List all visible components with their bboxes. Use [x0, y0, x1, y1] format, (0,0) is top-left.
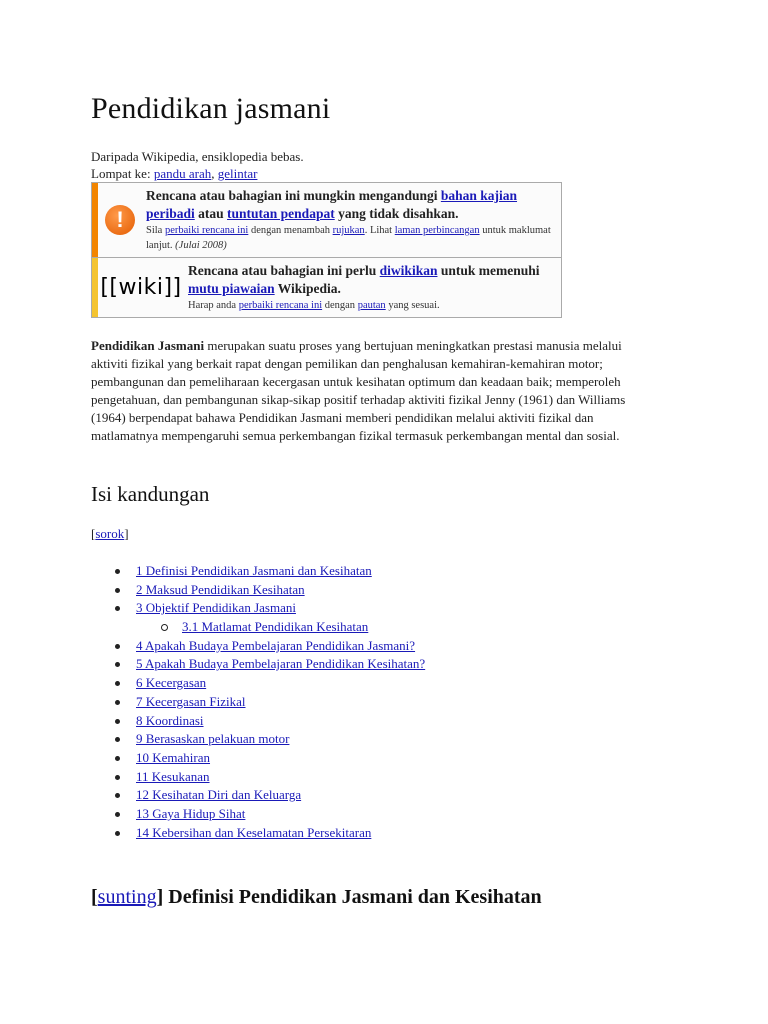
quality-standard-link[interactable]: mutu piawaian — [188, 281, 275, 296]
notice-detail: Sila — [146, 225, 165, 236]
toc-item — [91, 674, 425, 693]
jump-search-link[interactable]: gelintar — [217, 166, 258, 181]
section-title: Definisi Pendidikan Jasmani dan Kesihatan — [163, 886, 542, 908]
toc-link[interactable]: 5 Apakah Budaya Pembelajaran Pendidikan Kesihatan? — [136, 656, 426, 672]
notice-date: (Julai 2008) — [175, 240, 227, 251]
toc-item — [91, 824, 425, 843]
page-title: Pendidikan jasmani — [91, 92, 331, 125]
notice-detail: untuk maklumat lanjut. — [146, 225, 551, 251]
wikify-link[interactable]: diwikikan — [379, 263, 438, 278]
toc-item — [91, 618, 425, 637]
toc-item — [91, 637, 425, 656]
toc-link[interactable]: 10 Kemahiran — [136, 749, 211, 765]
section-heading: [sunting] Definisi Pendidikan Jasmani dan Kesihatan — [91, 886, 542, 908]
notice-text: Rencana atau bahagian ini perlu — [188, 263, 380, 278]
toc-link[interactable]: 3.1 Matlamat Pendidikan Kesihatan — [182, 619, 369, 635]
site-subtitle: Daripada Wikipedia, ensiklopedia bebas. — [91, 149, 304, 164]
toc-item — [91, 749, 425, 768]
toc-item — [91, 562, 425, 581]
original-research-link[interactable]: bahan kajian peribadi — [146, 188, 518, 221]
jump-label: Lompat ke: — [91, 166, 154, 181]
notice-text: Wikipedia. — [274, 281, 341, 296]
toc-link[interactable]: 8 Koordinasi — [136, 712, 204, 728]
talk-page-link[interactable]: laman perbincangan — [394, 225, 480, 236]
notice-detail: . Lihat — [364, 225, 395, 236]
jump-navigation-link[interactable]: pandu arah — [153, 166, 212, 181]
toc-item — [91, 581, 425, 600]
toc-list — [91, 562, 425, 842]
toc-link[interactable]: 7 Kecergasan Fizikal — [136, 693, 246, 709]
edit-section-link[interactable]: sunting — [97, 886, 157, 908]
intro-text: merupakan suatu proses yang bertujuan meningkatkan prestasi manusia melalui aktiviti fizikal yang berkait rapat dengan pemilikan dan penghalusan kemahiran-kemahiran motor; pembangunan dan pemeliharaan kecergasan untuk kesihatan optimum dan keadaan baik; memperoleh pengetahuan, dan pembangunan sikap-sikap positif terhadap aktiviti fizikal Jenny (1961) dan Williams (1964) berpendapat bahawa Pendidikan Jasmani memberi pendidikan melalui aktiviti fizikal dan matlamatnya mempengaruhi semua perkembangan fizikal termasuk perkembangan mental dan sosial. — [91, 338, 626, 443]
toc-item — [91, 730, 425, 749]
wiki-icon: [[wiki]] — [100, 275, 182, 300]
notice-text: Rencana atau bahagian ini mungkin mengandungi — [146, 188, 441, 203]
jump-separator: , — [211, 166, 218, 181]
toc-link[interactable]: 14 Kebersihan dan Keselamatan Persekitaran — [136, 824, 372, 840]
maintenance-notices — [91, 182, 562, 318]
notice-detail: Harap anda — [188, 300, 239, 311]
toc-item — [91, 655, 425, 674]
toc-link[interactable]: 2 Maksud Pendidikan Kesihatan — [136, 581, 305, 597]
original-research-notice — [92, 183, 561, 258]
jump-to — [91, 166, 257, 182]
wikify-notice — [92, 258, 561, 317]
toc-link[interactable]: 12 Kesihatan Diri dan Keluarga — [136, 787, 302, 803]
notice-detail: yang sesuai. — [385, 300, 440, 311]
toc-item — [91, 768, 425, 787]
toc-link[interactable]: 6 Kecergasan — [136, 675, 207, 691]
intro-term: Pendidikan Jasmani — [91, 338, 205, 353]
notice-text: atau — [194, 206, 228, 221]
toc-item — [91, 712, 425, 731]
notice-text: yang tidak disahkan. — [334, 206, 459, 221]
links-link[interactable]: pautan — [357, 300, 386, 311]
improve-article-link[interactable]: perbaiki rencana ini — [164, 225, 249, 236]
toc-item — [91, 805, 425, 824]
opinion-claim-link[interactable]: tuntutan pendapat — [227, 206, 335, 221]
warning-icon: ! — [105, 205, 135, 235]
references-link[interactable]: rujukan — [332, 225, 365, 236]
toc-item — [91, 599, 425, 618]
toc-toggle: [sorok] — [91, 526, 129, 541]
notice-detail: dengan menambah — [248, 225, 333, 236]
notice-detail: dengan — [322, 300, 358, 311]
toc-item — [91, 693, 425, 712]
intro-paragraph — [91, 337, 656, 445]
toc-link[interactable]: 9 Berasaskan pelakuan motor — [136, 731, 290, 747]
toc-hide-link[interactable]: sorok — [95, 526, 125, 541]
toc-item — [91, 786, 425, 805]
notice-text: untuk memenuhi — [437, 263, 540, 278]
improve-article-link[interactable]: perbaiki rencana ini — [238, 300, 323, 311]
toc-link[interactable]: 3 Objektif Pendidikan Jasmani — [136, 600, 296, 616]
toc-link[interactable]: 11 Kesukanan — [136, 768, 210, 784]
toc-link[interactable]: 4 Apakah Budaya Pembelajaran Pendidikan Jasmani? — [136, 637, 416, 653]
toc-link[interactable]: 13 Gaya Hidup Sihat — [136, 805, 246, 821]
toc-heading: Isi kandungan — [91, 482, 210, 506]
toc-link[interactable]: 1 Definisi Pendidikan Jasmani dan Kesihatan — [136, 563, 372, 578]
